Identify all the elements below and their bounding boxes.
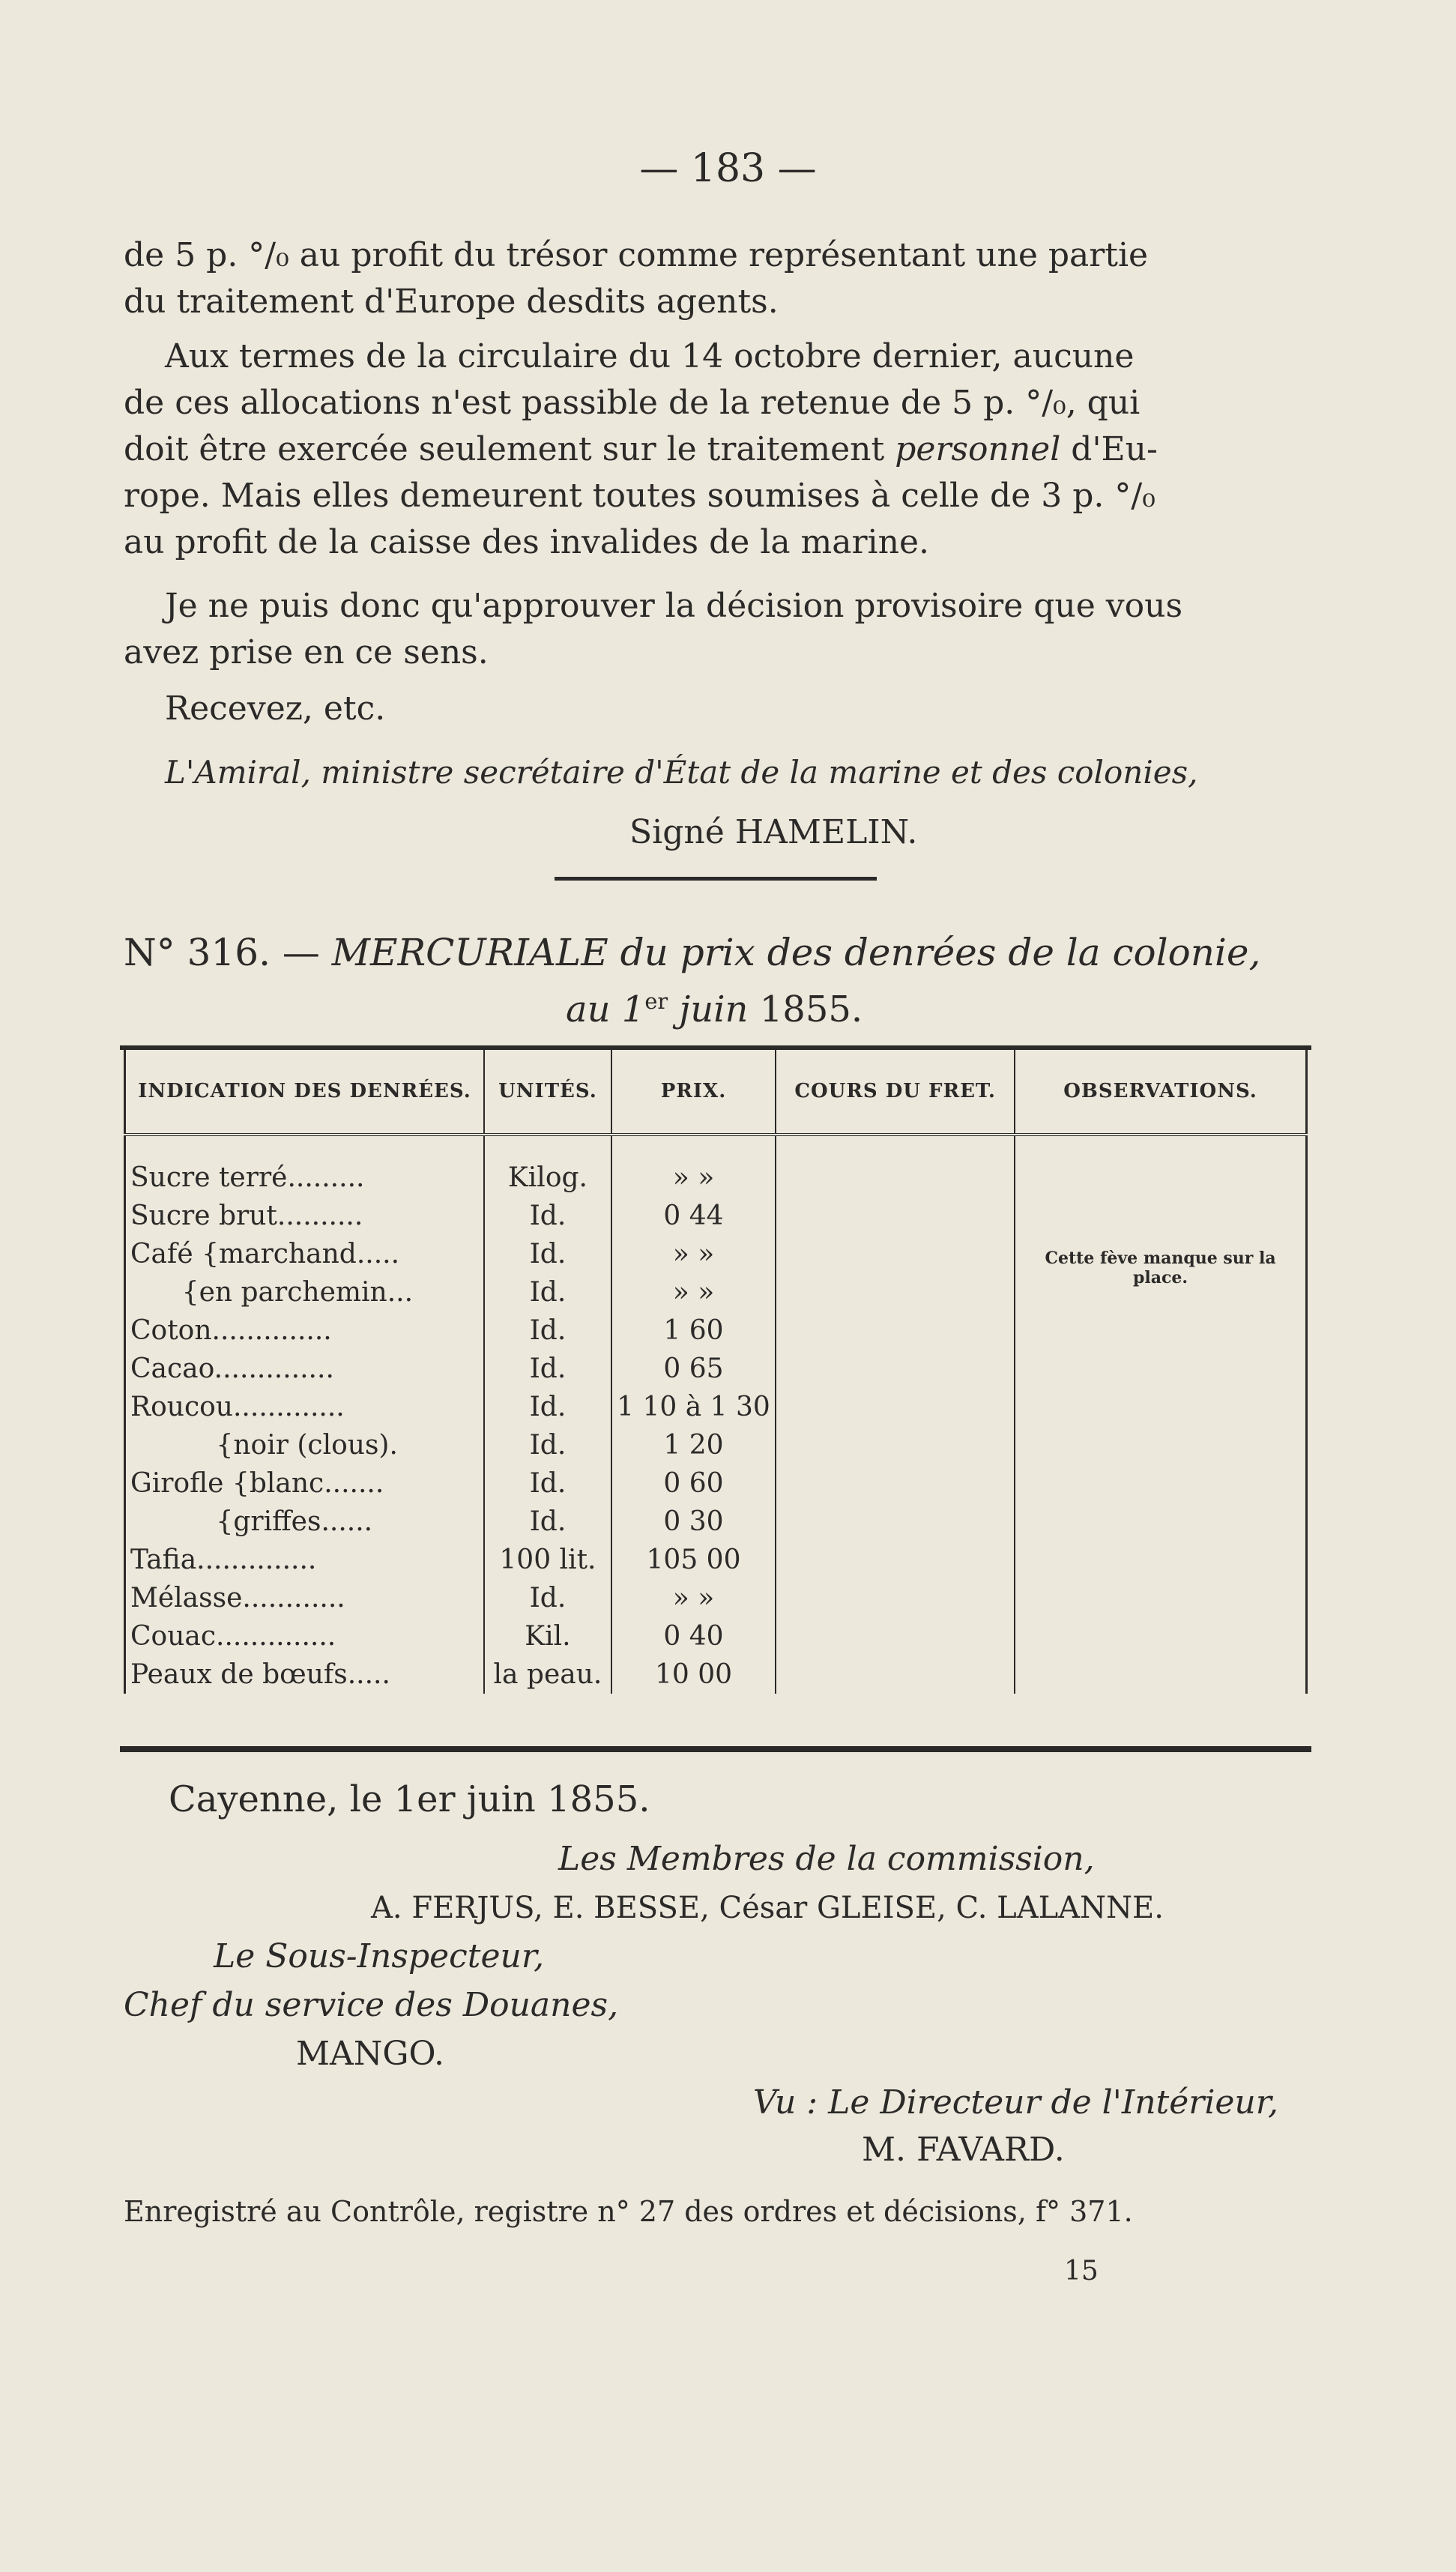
heading-sup: er: [644, 988, 668, 1014]
letter-italic: personnel: [895, 430, 1061, 468]
cell-price: 1 10 à 1 30: [611, 1388, 776, 1426]
cell-unit: Id.: [484, 1464, 611, 1503]
letter-line: de ces allocations n'est passible de la retenue de 5 p. °/₀, qui: [124, 384, 1141, 422]
cell-price: 1 60: [611, 1311, 776, 1350]
header-denrees: INDICATION DES DENRÉES.: [125, 1049, 485, 1135]
cell-unit: Kilog.: [484, 1135, 611, 1197]
cell-unit: 100 lit.: [484, 1541, 611, 1579]
letter-line: du traitement d'Europe desdits agents.: [124, 283, 779, 321]
letter-line: Je ne puis donc qu'approuver la décision provisoire que vous: [165, 587, 1183, 625]
mercuriale-table: [124, 1049, 1308, 1694]
cell-name: Sucre terré.........: [125, 1135, 485, 1197]
cell-name: Peaux de bœufs.....: [125, 1655, 485, 1694]
signatory-title: L'Amiral, ministre secrétaire d'État de la marine et des colonies,: [165, 754, 1198, 791]
cell-price: 0 40: [611, 1617, 776, 1655]
cell-name: {noir (clous).: [125, 1426, 485, 1464]
heading-rest: du prix des denrées de la colonie,: [620, 931, 1261, 974]
heading-year: 1855.: [759, 988, 863, 1030]
chef-douanes: Chef du service des Douanes,: [124, 1986, 619, 2024]
cell-price: 10 00: [611, 1655, 776, 1694]
letter-line: de 5 p. °/₀ au profit du trésor comme représentant une partie: [124, 236, 1149, 274]
table-bottom-rule: [120, 1746, 1311, 1752]
cell-name: Coton..............: [125, 1311, 485, 1350]
letter-closing: Recevez, etc.: [165, 689, 386, 728]
letter-text: d'Eu-: [1060, 430, 1158, 468]
signature-mark: 15: [1064, 2256, 1099, 2286]
letter-line: avez prise en ce sens.: [124, 633, 489, 671]
heading-number: N° 316. —: [124, 931, 320, 974]
cell-unit: Id.: [484, 1503, 611, 1541]
cell-price: 0 65: [611, 1350, 776, 1388]
cell-price: » »: [611, 1135, 776, 1197]
heading-juin: juin: [679, 988, 749, 1030]
cell-unit: Id.: [484, 1350, 611, 1388]
table-header-row: [125, 1049, 1307, 1135]
cell-name: Tafia..............: [125, 1541, 485, 1579]
cell-name: Cacao..............: [125, 1350, 485, 1388]
heading-date: [566, 978, 863, 1033]
letter-line: rope. Mais elles demeurent toutes soumises à celle de 3 p. °/₀: [124, 477, 1156, 515]
cell-price: » »: [611, 1235, 776, 1273]
cell-unit: la peau.: [484, 1655, 611, 1694]
letter-line: Aux termes de la circulaire du 14 octobre dernier, aucune: [165, 337, 1135, 375]
page-number: — 183 —: [639, 146, 817, 191]
header-prix: PRIX.: [611, 1049, 776, 1135]
cell-unit: Id.: [484, 1426, 611, 1464]
cell-name: Roucou.............: [125, 1388, 485, 1426]
cell-price: 0 60: [611, 1464, 776, 1503]
cell-unit: Id.: [484, 1273, 611, 1311]
cell-name: Mélasse............: [125, 1579, 485, 1617]
cell-unit: Id.: [484, 1579, 611, 1617]
cell-fret: [776, 1135, 1015, 1694]
cell-name: Sucre brut..........: [125, 1197, 485, 1235]
sous-inspecteur: Le Sous-Inspecteur,: [214, 1937, 545, 1975]
place-date: Cayenne, le 1er juin 1855.: [169, 1778, 650, 1820]
cell-unit: Id.: [484, 1197, 611, 1235]
cell-name: Couac..............: [125, 1617, 485, 1655]
vu-directeur: Vu : Le Directeur de l'Intérieur,: [753, 2083, 1278, 2122]
cell-unit: Id.: [484, 1235, 611, 1273]
signatory-favard: M. FAVARD.: [862, 2131, 1065, 2169]
cell-price: 0 44: [611, 1197, 776, 1235]
cell-unit: Id.: [484, 1388, 611, 1426]
cell-price: 0 30: [611, 1503, 776, 1541]
heading-title: MERCURIALE: [331, 931, 608, 974]
cell-name: {griffes......: [125, 1503, 485, 1541]
header-unites: UNITÉS.: [484, 1049, 611, 1135]
cell-price: » »: [611, 1579, 776, 1617]
cell-price: 1 20: [611, 1426, 776, 1464]
cell-observation: Cette fève manque sur la place.: [1045, 1249, 1276, 1287]
enregistre-note: Enregistré au Contrôle, registre n° 27 des ordres et décisions, f° 371.: [124, 2195, 1133, 2228]
cell-price: 105 00: [611, 1541, 776, 1579]
heading-au: au 1: [566, 988, 645, 1030]
cell-name: {en parchemin...: [125, 1273, 485, 1311]
signatory-mango: MANGO.: [296, 2035, 444, 2073]
cell-name: Café {marchand.....: [125, 1235, 485, 1273]
letter-line: [124, 426, 1158, 473]
letter-line: au profit de la caisse des invalides de la marine.: [124, 523, 929, 561]
commission-names: A. FERJUS, E. BESSE, César GLEISE, C. LALANNE.: [371, 1891, 1164, 1925]
cell-unit: Kil.: [484, 1617, 611, 1655]
cell-unit: Id.: [484, 1311, 611, 1350]
cell-price: » »: [611, 1273, 776, 1311]
table-row: [125, 1135, 1307, 1197]
section-heading: [124, 929, 1260, 976]
commission-title: Les Membres de la commission,: [558, 1840, 1095, 1878]
header-fret: COURS DU FRET.: [776, 1049, 1015, 1135]
signatory-name: Signé HAMELIN.: [629, 813, 918, 851]
letter-text: doit être exercée seulement sur le traitement: [124, 430, 895, 468]
cell-name: Girofle {blanc.......: [125, 1464, 485, 1503]
header-observations: OBSERVATIONS.: [1015, 1049, 1306, 1135]
separator-rule: [555, 877, 877, 881]
